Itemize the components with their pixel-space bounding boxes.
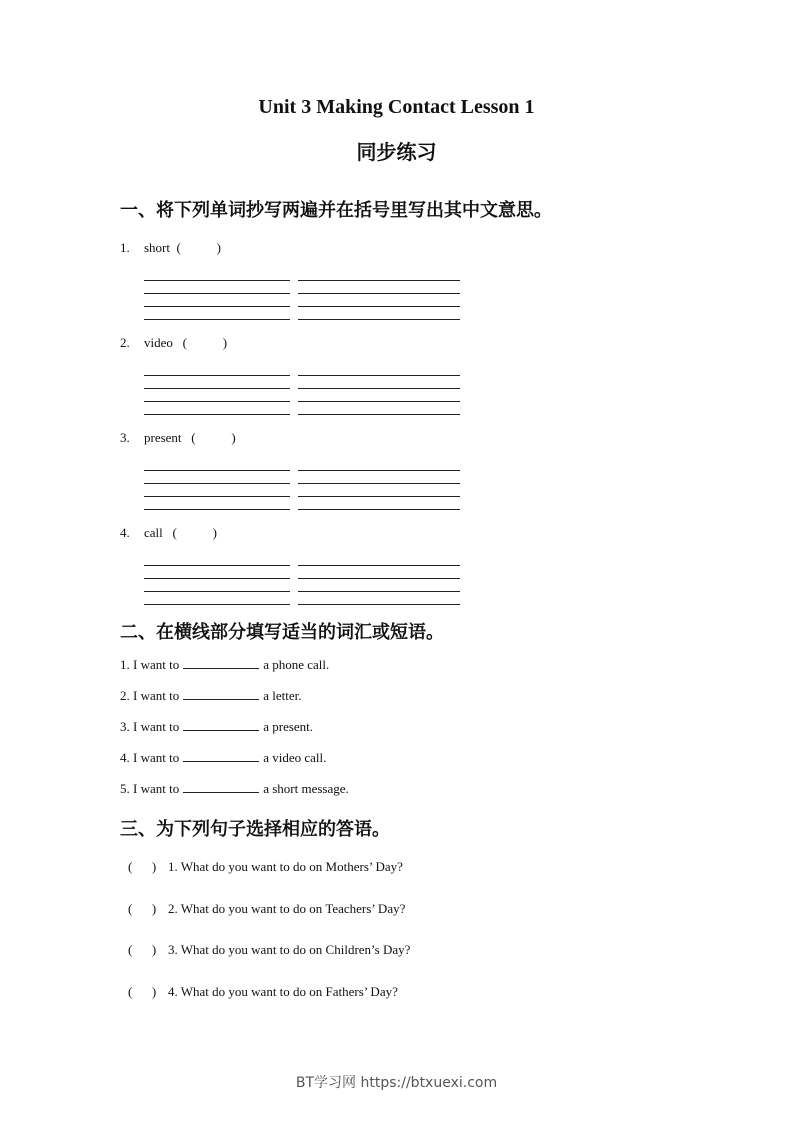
fill-blank[interactable] — [183, 657, 259, 669]
copy-line — [298, 293, 460, 294]
copy-line — [298, 578, 460, 579]
copy-line — [144, 509, 290, 510]
copy-line — [298, 470, 460, 471]
fill-prefix: 2. I want to — [120, 688, 180, 703]
copy-line-row — [144, 578, 460, 591]
copy-line — [298, 375, 460, 376]
copy-line — [298, 565, 460, 566]
word-item-text: call ( ) — [144, 525, 217, 540]
copy-line — [144, 604, 290, 605]
word-item-text: video ( ) — [144, 335, 228, 350]
copy-line — [298, 604, 460, 605]
question-text: 4. What do you want to do on Fathers’ Day? — [168, 984, 398, 999]
copy-line — [144, 470, 290, 471]
copy-line-row — [144, 509, 460, 522]
fill-blank[interactable] — [183, 750, 259, 762]
copy-line — [298, 509, 460, 510]
word-item-number: 1. — [120, 240, 130, 255]
copy-line — [298, 401, 460, 402]
answer-paren[interactable]: ( ) — [128, 942, 157, 957]
copy-line-row — [144, 401, 460, 414]
copy-line-row — [144, 604, 460, 617]
fill-prefix: 5. I want to — [120, 781, 180, 796]
copy-lines-3[interactable] — [144, 470, 460, 522]
answer-paren[interactable]: ( ) — [128, 859, 157, 874]
copy-line-row — [144, 319, 460, 332]
word-item-number: 4. — [120, 525, 130, 540]
word-item-4 — [120, 525, 217, 541]
word-item-text: present ( ) — [144, 430, 236, 445]
word-item-text: short ( ) — [144, 240, 221, 255]
footer-watermark: BT学习网 https://btxuexi.com — [295, 1075, 498, 1091]
word-item-number: 2. — [120, 335, 130, 350]
qa-question-1 — [128, 859, 403, 875]
fill-suffix: a video call. — [263, 750, 327, 765]
copy-line — [144, 280, 290, 281]
copy-line — [298, 591, 460, 592]
copy-line-row — [144, 388, 460, 401]
copy-line-row — [144, 496, 460, 509]
question-text: 1. What do you want to do on Mothers’ Day? — [168, 859, 403, 874]
copy-line — [298, 414, 460, 415]
copy-line-row — [144, 591, 460, 604]
copy-line-row — [144, 565, 460, 578]
section-1-heading: 一、将下列单词抄写两遍并在括号里写出其中文意思。 — [120, 200, 552, 221]
fill-prefix: 3. I want to — [120, 719, 180, 734]
fill-sentence-4 — [120, 750, 326, 766]
copy-line-row — [144, 470, 460, 483]
copy-line — [144, 375, 290, 376]
copy-line — [298, 388, 460, 389]
fill-prefix: 1. I want to — [120, 657, 180, 672]
fill-suffix: a phone call. — [263, 657, 330, 672]
copy-line-row — [144, 414, 460, 427]
fill-suffix: a present. — [263, 719, 314, 734]
fill-blank[interactable] — [183, 688, 259, 700]
section-2-heading: 二、在横线部分填写适当的词汇或短语。 — [120, 622, 444, 643]
copy-line — [144, 319, 290, 320]
copy-line — [144, 293, 290, 294]
page-title: Unit 3 Making Contact Lesson 1 — [258, 96, 535, 118]
copy-line — [144, 496, 290, 497]
copy-line — [298, 319, 460, 320]
fill-suffix: a short message. — [263, 781, 349, 796]
answer-paren[interactable]: ( ) — [128, 901, 157, 916]
copy-line — [144, 401, 290, 402]
copy-line — [298, 496, 460, 497]
copy-line-row — [144, 306, 460, 319]
fill-blank[interactable] — [183, 719, 259, 731]
answer-paren[interactable]: ( ) — [128, 984, 157, 999]
copy-line — [144, 483, 290, 484]
word-item-1 — [120, 240, 221, 256]
fill-blank[interactable] — [183, 781, 259, 793]
qa-question-3 — [128, 942, 410, 958]
copy-line — [298, 483, 460, 484]
fill-sentence-1 — [120, 657, 329, 673]
fill-sentence-2 — [120, 688, 301, 704]
fill-prefix: 4. I want to — [120, 750, 180, 765]
question-text: 3. What do you want to do on Children’s Day? — [168, 942, 411, 957]
qa-question-2 — [128, 901, 405, 917]
copy-lines-2[interactable] — [144, 375, 460, 427]
copy-lines-4[interactable] — [144, 565, 460, 617]
section-3-heading: 三、为下列句子选择相应的答语。 — [120, 819, 390, 840]
word-item-2 — [120, 335, 227, 351]
copy-line-row — [144, 280, 460, 293]
copy-line — [298, 280, 460, 281]
word-item-3 — [120, 430, 236, 446]
copy-line-row — [144, 375, 460, 388]
word-item-number: 3. — [120, 430, 130, 445]
copy-line-row — [144, 293, 460, 306]
copy-line — [144, 388, 290, 389]
copy-line — [144, 306, 290, 307]
fill-sentence-3 — [120, 719, 313, 735]
copy-line — [298, 306, 460, 307]
fill-sentence-5 — [120, 781, 349, 797]
qa-question-4 — [128, 984, 398, 1000]
copy-line — [144, 578, 290, 579]
fill-suffix: a letter. — [263, 688, 302, 703]
question-text: 2. What do you want to do on Teachers’ Day? — [168, 901, 406, 916]
copy-line — [144, 414, 290, 415]
copy-line-row — [144, 483, 460, 496]
copy-line — [144, 591, 290, 592]
page-subtitle: 同步练习 — [356, 140, 437, 164]
copy-lines-1[interactable] — [144, 280, 460, 332]
copy-line — [144, 565, 290, 566]
